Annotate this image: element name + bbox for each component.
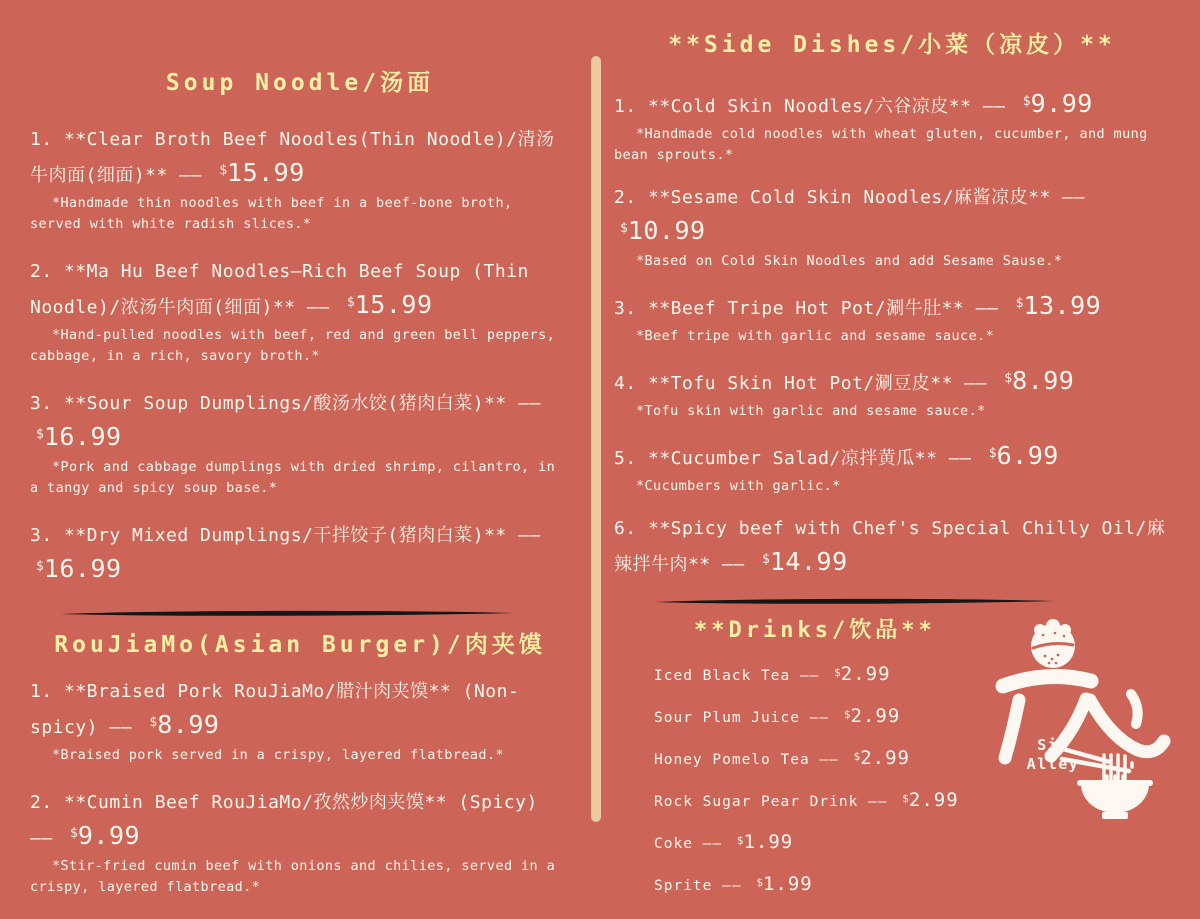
item-description: *Hand-pulled noodles with beef, red and green bell peppers, cabbage, in a rich, savory broth.*: [30, 327, 556, 364]
menu-item: [30, 124, 570, 235]
item-title-line: [30, 124, 570, 191]
price-amount: 2.99: [840, 663, 891, 685]
item-title: Rock Sugar Pear Drink ——: [654, 794, 888, 810]
currency-symbol: $: [620, 221, 628, 236]
item-title-line: [30, 388, 570, 455]
item-title: Sour Plum Juice ——: [654, 710, 830, 726]
section-title-roujiamo: RouJiaMo(Asian Burger)/肉夹馍: [54, 632, 546, 658]
logo-wordmark-line1: Six: [1037, 736, 1069, 754]
item-description: *Handmade thin noodles with beef in a beef-bone broth, served with white radish slices.*: [30, 195, 513, 232]
price-amount: 6.99: [996, 441, 1059, 470]
item-description: *Stir-fried cumin beef with onions and chilies, served in a crispy, layered flatbread.*: [30, 858, 556, 895]
price-amount: 8.99: [1012, 366, 1075, 395]
price-amount: 14.99: [769, 547, 848, 576]
section-title-soup-noodle: Soup Noodle/汤面: [165, 70, 435, 96]
currency-symbol: $: [853, 750, 861, 763]
item-title: 4. **Tofu Skin Hot Pot/涮豆皮** ——: [614, 373, 987, 394]
logo-graphic: [985, 608, 1175, 843]
menu-item: [30, 520, 570, 587]
currency-symbol: $: [219, 163, 228, 178]
item-title: 2. **Sesame Cold Skin Noodles/麻酱凉皮** ——: [614, 187, 1085, 208]
item-title: 5. **Cucumber Salad/凉拌黄瓜** ——: [614, 448, 972, 469]
item-description: *Pork and cabbage dumplings with dried shrimp, cilantro, in a tangy and spicy soup base.*: [30, 459, 556, 496]
section-title-side-dishes: **Side Dishes/小菜（凉皮）**: [668, 32, 1116, 58]
drink-item: [654, 872, 1170, 897]
item-title: 1. **Clear Broth Beef Noodles(Thin Noodle)/清汤牛肉面(细面)** ——: [30, 129, 555, 186]
currency-symbol: $: [70, 826, 78, 841]
currency-symbol: $: [1015, 296, 1024, 311]
currency-symbol: $: [756, 876, 763, 889]
item-price: [737, 831, 793, 853]
currency-symbol: $: [902, 792, 909, 805]
menu-item: [614, 288, 1170, 347]
item-title: Honey Pomelo Tea ——: [654, 752, 839, 768]
item-title-line: [654, 872, 1170, 897]
currency-symbol: $: [762, 552, 770, 567]
item-price: [36, 554, 122, 583]
item-price: [149, 710, 219, 739]
currency-symbol: $: [1004, 371, 1013, 386]
column-divider: [591, 56, 601, 822]
item-price: [756, 873, 812, 895]
menu-item: [614, 86, 1170, 166]
item-title-line: [614, 86, 1170, 122]
menu-item: [614, 182, 1170, 272]
item-title: 3. **Sour Soup Dumplings/酸汤水饺(猪肉白菜)** ——: [30, 393, 541, 414]
item-title: Sprite ——: [654, 878, 742, 894]
logo-bun-icon: [1031, 619, 1075, 668]
currency-symbol: $: [834, 666, 841, 679]
item-description: *Handmade cold noodles with wheat gluten, cucumber, and mung bean sprouts.*: [614, 126, 1148, 163]
item-title: 3. **Beef Tripe Hot Pot/涮牛肚** ——: [614, 298, 999, 319]
item-title: 3. **Dry Mixed Dumplings/干拌饺子(猪肉白菜)** ——: [30, 525, 541, 546]
price-amount: 16.99: [43, 422, 122, 451]
menu-item: [30, 388, 570, 499]
item-price: [1016, 291, 1102, 320]
item-price: [347, 290, 433, 319]
item-price: [36, 422, 122, 451]
item-title: 1. **Braised Pork RouJiaMo/腊汁肉夹馍** (Non-spicy) ——: [30, 681, 520, 738]
price-amount: 13.99: [1023, 291, 1102, 320]
item-title: Iced Black Tea ——: [654, 668, 820, 684]
price-amount: 10.99: [627, 216, 706, 245]
price-amount: 15.99: [227, 158, 305, 187]
item-title-line: [614, 438, 1170, 474]
item-title: 2. **Cumin Beef RouJiaMo/孜然炒肉夹馍** (Spicy) ——: [30, 792, 538, 849]
currency-symbol: $: [988, 446, 997, 461]
item-price: [70, 821, 140, 850]
menu-item: [30, 256, 570, 367]
menu-item: [30, 787, 570, 898]
item-title: 2. **Ma Hu Beef Noodles—Rich Beef Soup (Thin Noodle)/浓汤牛肉面(细面)** ——: [30, 261, 529, 318]
item-title-line: [614, 182, 1170, 249]
item-title: 6. **Spicy beef with Chef's Special Chilly Oil/麻辣拌牛肉** ——: [614, 518, 1166, 575]
item-title-line: [30, 520, 570, 587]
item-title-line: [30, 676, 570, 743]
section-title-drinks: **Drinks/饮品**: [694, 618, 936, 643]
item-title: Coke ——: [654, 836, 723, 852]
roujiamo-items: [30, 676, 570, 898]
item-description: *Tofu skin with garlic and sesame sauce.*: [636, 403, 986, 419]
menu-item: [614, 513, 1170, 580]
brush-divider: [652, 596, 1057, 606]
item-title-line: [30, 256, 570, 323]
menu-item: [30, 676, 570, 766]
currency-symbol: $: [736, 834, 744, 847]
item-price: [834, 663, 890, 685]
price-amount: 1.99: [743, 831, 794, 853]
item-title-line: [614, 513, 1170, 580]
currency-symbol: $: [36, 559, 44, 574]
item-price: [844, 705, 900, 727]
item-price: [1023, 89, 1093, 118]
price-amount: 9.99: [77, 821, 141, 850]
price-amount: 15.99: [354, 290, 433, 319]
logo-bowl-icon: [1077, 780, 1153, 819]
item-title-line: [30, 787, 570, 854]
logo-wordmark: [1013, 736, 1093, 774]
restaurant-logo: [985, 608, 1175, 843]
price-amount: 2.99: [908, 789, 959, 811]
item-description: *Cucumbers with garlic.*: [636, 478, 841, 494]
item-price: [762, 547, 848, 576]
price-amount: 16.99: [43, 554, 122, 583]
side-dish-items: [614, 86, 1170, 580]
item-description: *Beef tripe with garlic and sesame sauce.*: [636, 328, 995, 344]
currency-symbol: $: [346, 295, 355, 310]
currency-symbol: $: [1022, 94, 1031, 109]
price-amount: 2.99: [850, 705, 901, 727]
menu-item: [614, 438, 1170, 497]
left-column: [30, 68, 570, 919]
item-description: *Based on Cold Skin Noodles and add Sesame Sause.*: [636, 253, 1063, 269]
menu-item: [614, 363, 1170, 422]
item-title-line: [614, 288, 1170, 324]
item-price: [1004, 366, 1074, 395]
logo-wordmark-line2: Alley: [1026, 755, 1080, 773]
item-price: [620, 216, 706, 245]
soup-noodle-items: [30, 124, 570, 587]
price-amount: 8.99: [157, 710, 220, 739]
price-amount: 9.99: [1030, 89, 1093, 118]
currency-symbol: $: [843, 708, 851, 721]
item-price: [902, 789, 958, 811]
item-description: *Braised pork served in a crispy, layered flatbread.*: [52, 747, 504, 763]
item-price: [989, 441, 1059, 470]
price-amount: 1.99: [762, 873, 813, 895]
currency-symbol: $: [149, 715, 158, 730]
item-title: 1. **Cold Skin Noodles/六谷凉皮** ——: [614, 96, 1006, 117]
item-price: [854, 747, 910, 769]
brush-divider: [58, 608, 518, 618]
currency-symbol: $: [36, 427, 44, 442]
item-price: [219, 158, 305, 187]
price-amount: 2.99: [860, 747, 910, 769]
item-title-line: [614, 363, 1170, 399]
